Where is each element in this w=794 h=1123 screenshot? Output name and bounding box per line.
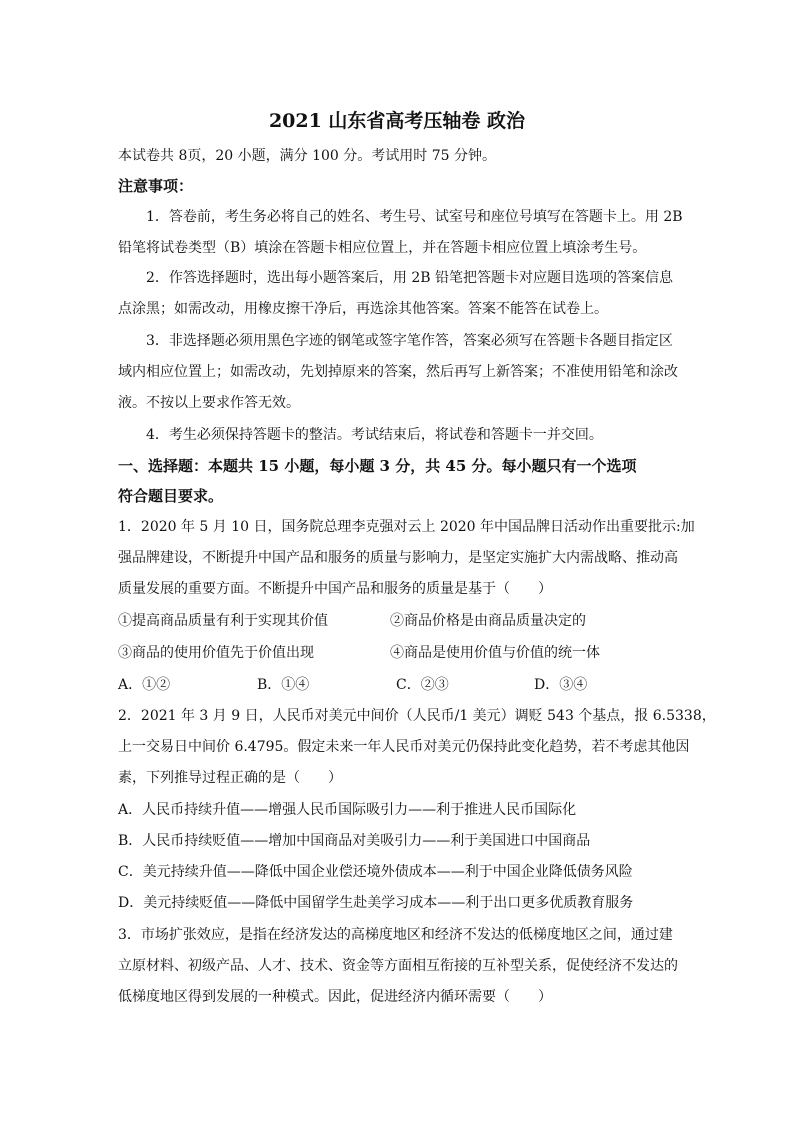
exam-intro: 本试卷共 8页，20 小题，满分 100 分。考试用时 75 分钟。 — [118, 148, 496, 164]
note-1-line-2: 铅笔将试卷类型（B）填涂在答题卡相应位置上，并在答题卡相应位置上填涂考生号。 — [118, 240, 647, 256]
q1-choice-a: A．①② — [118, 677, 171, 693]
q3-stem-line-2: 立原材料、初级产品、人才、技术、资金等方面相互衔接的互补型关系，促使经济不发达的 — [118, 958, 678, 974]
q1-item-2: ②商品价格是由商品质量决定的 — [390, 613, 586, 629]
q1-item-3: ③商品的使用价值先于价值出现 — [118, 645, 314, 661]
q1-stem-line-3: 质量发展的重要方面。不断提升中国产品和服务的质量是基于（ ） — [118, 581, 552, 597]
q1-choice-b: B．①④ — [257, 677, 310, 693]
q3-stem-line-1: 3．市场扩张效应，是指在经济发达的高梯度地区和经济不发达的低梯度地区之间，通过建 — [118, 927, 673, 943]
note-3-line-3: 液。不按以上要求作答无效。 — [118, 395, 300, 411]
q2-stem-line-3: 素，下列推导过程正确的是（ ） — [118, 770, 342, 786]
q1-stem-line-1: 1．2020 年 5 月 10 日，国务院总理李克强对云上 2020 年中国品牌日活动作出重要批示:加 — [118, 519, 695, 535]
note-2-line-2: 点涂黑；如需改动，用橡皮擦干净后，再选涂其他答案。答案不能答在试卷上。 — [118, 301, 608, 317]
q1-choice-d: D．③④ — [534, 677, 588, 693]
q1-stem-line-2: 强品牌建设，不断提升中国产品和服务的质量与影响力，是坚定实施扩大内需战略、推动高 — [118, 550, 678, 566]
section-1-heading-line-2: 符合题目要求。 — [118, 487, 224, 505]
q1-item-1: ①提高商品质量有利于实现其价值 — [118, 613, 328, 629]
note-2-line-1: 2．作答选择题时，选出每小题答案后，用 2B 铅笔把答题卡对应题目选项的答案信息 — [146, 270, 674, 286]
note-1-line-1: 1．答卷前，考生务必将自己的姓名、考生号、试室号和座位号填写在答题卡上。用 2B — [146, 209, 683, 225]
note-3-line-1: 3．非选择题必须用黑色字迹的钢笔或签字笔作答，答案必须写在答题卡各题目指定区 — [146, 333, 673, 349]
q3-stem-line-3: 低梯度地区得到发展的一种模式。因此，促进经济内循环需要（ ） — [118, 989, 552, 1005]
page-title: 2021 山东省高考压轴卷 政治 — [268, 110, 526, 132]
q1-choice-c: C．②③ — [396, 677, 449, 693]
q2-option-d: D．美元持续贬值——降低中国留学生赴美学习成本——利于出口更多优质教育服务 — [118, 895, 634, 911]
q2-option-a: A．人民币持续升值——增强人民币国际吸引力——利于推进人民币国际化 — [118, 802, 577, 818]
section-1-heading-line-1: 一、选择题：本题共 15 小题，每小题 3 分，共 45 分。每小题只有一个选项 — [118, 457, 637, 475]
q2-option-c: C．美元持续升值——降低中国企业偿还境外债成本——利于中国企业降低债务风险 — [118, 864, 633, 880]
q2-stem-line-1: 2．2021 年 3 月 9 日，人民币对美元中间价（人民币/1 美元）调贬 543 个基点，报 6.5338， — [118, 708, 716, 724]
q1-item-4: ④商品是使用价值与价值的统一体 — [390, 645, 600, 661]
q2-stem-line-2: 上一交易日中间价 6.4795。假定未来一年人民币对美元仍保持此变化趋势，若不考虑其他因 — [118, 739, 690, 755]
q2-option-b: B．人民币持续贬值——增加中国商品对美吸引力——利于美国进口中国商品 — [118, 833, 591, 849]
note-4: 4．考生必须保持答题卡的整洁。考试结束后，将试卷和答题卡一并交回。 — [146, 427, 603, 443]
notes-heading: 注意事项： — [118, 177, 194, 195]
note-3-line-2: 域内相应位置上；如需改动，先划掉原来的答案，然后再写上新答案；不准使用铅笔和涂改 — [118, 364, 678, 380]
